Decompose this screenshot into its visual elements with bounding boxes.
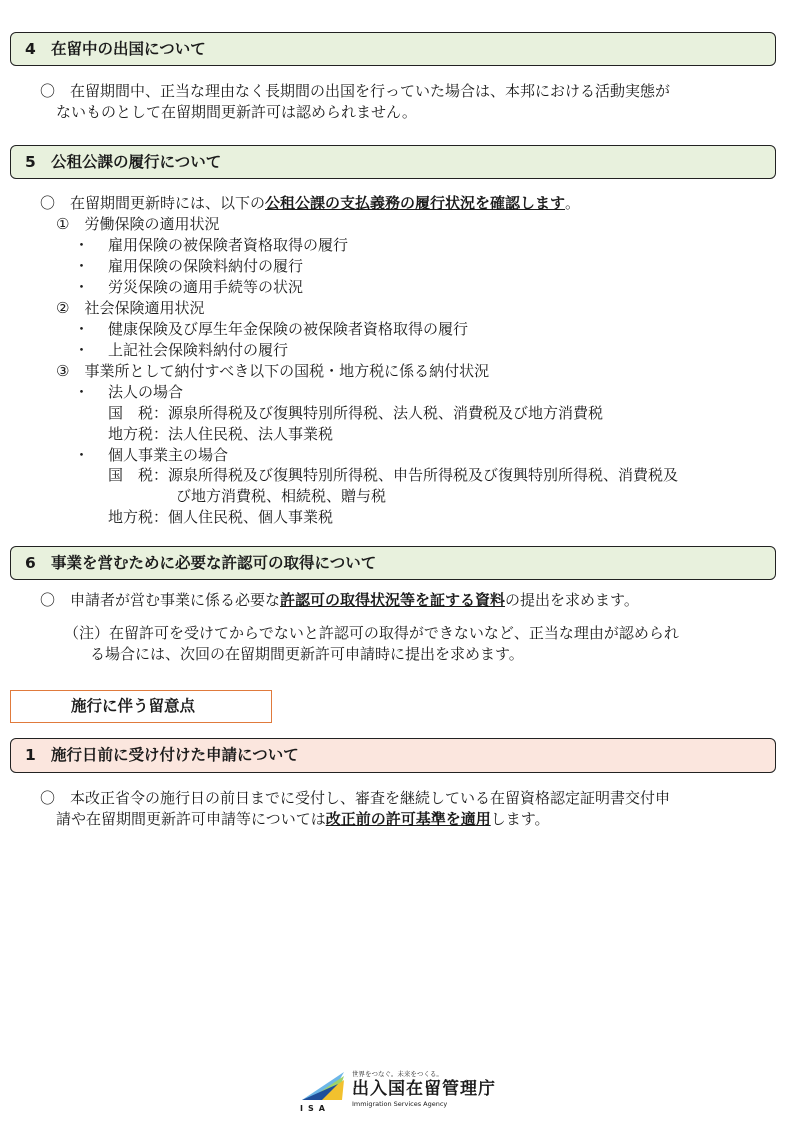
intro-emphasis: 公租公課の支払義務の履行状況を確認します [265,194,566,212]
body-end: します。 [490,810,550,828]
individual-national-tax-line-2: び地方消費税、相続税、贈与税 [176,487,387,505]
transition-body-line-1: 〇 本改正省令の施行日の前日までに受付し、審査を継続している在留資格認定証明書交付申 [40,789,671,807]
bullet-text: 雇用保険の保険料納付の履行 [108,257,304,275]
section-title: 公租公課の履行について [51,153,222,171]
item-1-bullet-3 [74,277,303,297]
individual-local-tax: 地方税：個人住民税、個人事業税 [108,508,334,526]
item-2-bullet-2 [74,340,288,360]
corporate-local-tax: 地方税：法人住民税、法人事業税 [108,425,334,443]
section-title: 施行日前に受け付けた申請について [51,746,299,764]
bullet-text: 労災保険の適用手続等の状況 [108,278,304,296]
transition-section-1-header [10,738,776,773]
body-emphasis: 改正前の許可基準を適用 [325,810,491,828]
transition-body-line-2 [56,809,550,829]
intro-text: 〇 在留期間更新時には、以下の [40,194,266,212]
individual-national-tax-line-1: 国 税：源泉所得税及び復興特別所得税、申告所得税及び復興特別所得税、消費税及 [108,466,679,484]
section-4-header [10,32,776,66]
item-2: ② 社会保険適用状況 [56,299,205,317]
bullet-mark: ・ [74,446,90,464]
intro-end: 。 [565,194,581,212]
body-text: 請や在留期間更新許可申請等については [56,810,326,828]
bullet-mark: ・ [74,383,90,401]
bullet-text: 法人の場合 [108,383,184,401]
bullet-text: 健康保険及び厚生年金保険の被保険者資格取得の履行 [108,320,469,338]
bullet-text: 個人事業主の場合 [108,446,229,464]
section-4-body-line-2: ないものとして在留期間更新許可は認められません。 [56,103,417,121]
section-5-intro [40,193,580,213]
item-2-bullet-1 [74,319,468,339]
bullet-mark: ・ [74,320,90,338]
bullet-text: 雇用保険の被保険者資格取得の履行 [108,236,349,254]
item-1: ① 労働保険の適用状況 [56,215,220,233]
agency-tagline: 世界をつなぐ。未来をつくる。 [352,1070,443,1078]
agency-english-name: Immigration Services Agency [352,1100,448,1108]
section-title: 事業を営むために必要な許認可の取得について [51,554,377,572]
bullet-mark: ・ [74,257,90,275]
notice-label-box [10,690,272,723]
agency-logo [298,1070,496,1114]
isa-initials: ISA [300,1104,330,1113]
item-1-bullet-1 [74,235,348,255]
bullet-mark: ・ [74,236,90,254]
section-number: 4 [25,40,36,58]
agency-name: 出入国在留管理庁 [352,1079,496,1099]
item-3-bullet-1 [74,382,183,402]
item-1-bullet-2 [74,256,303,276]
item-3: ③ 事業所として納付すべき以下の国税・地方税に係る納付状況 [56,362,490,380]
body-emphasis: 許認可の取得状況等を証する資料 [280,591,506,609]
bullet-mark: ・ [74,341,90,359]
section-5-header [10,145,776,179]
section-6-note-line-2: る場合には、次回の在留期間更新許可申請時に提出を求めます。 [90,645,524,663]
section-number: 5 [25,153,36,171]
isa-logo-icon [298,1070,348,1104]
corporate-national-tax: 国 税：源泉所得税及び復興特別所得税、法人税、消費税及び地方消費税 [108,404,604,422]
section-6-header [10,546,776,580]
section-4-body-line-1: 〇 在留期間中、正当な理由なく長期間の出国を行っていた場合は、本邦における活動実態が [40,82,671,100]
bullet-mark: ・ [74,278,90,296]
section-6-note-line-1: （注）在留許可を受けてからでないと許認可の取得ができないなど、正当な理由が認められ [64,624,679,642]
body-end: の提出を求めます。 [505,591,639,609]
bullet-text: 上記社会保険料納付の履行 [108,341,289,359]
item-3-bullet-2 [74,445,228,465]
section-number: 6 [25,554,36,572]
body-text: 〇 申請者が営む事業に係る必要な [40,591,281,609]
notice-label: 施行に伴う留意点 [71,697,196,715]
section-title: 在留中の出国について [51,40,206,58]
section-6-body [40,590,639,610]
section-number: 1 [25,746,36,764]
